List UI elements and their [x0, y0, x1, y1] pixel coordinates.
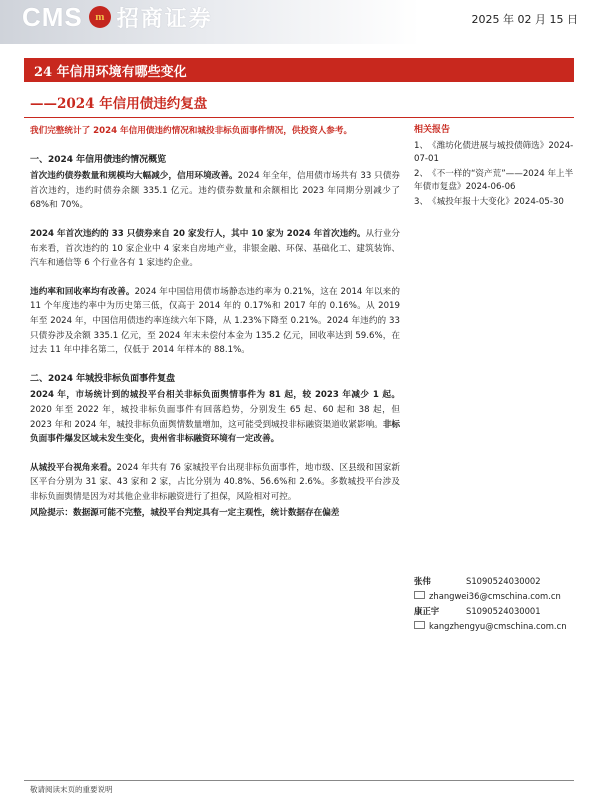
main-body: [30, 124, 400, 535]
analyst-info: [414, 574, 584, 634]
analyst-email-row[interactable]: [414, 589, 584, 604]
section1-para3: 违约率和回收率均有改善。2024 年中国信用债市场静态违约率为 0.21%，这在 2014 年以来的 11 个年度违约率中为历史第三低，仅高于 2014 年的 0.17%和 2017 年的 0.16%。从 2019 年至 2024 年，中国信用债违约率连续六年下降，从 1.23%下降至 0.21%。2024 年违约的 33 只债券涉及余额 335.1 亿元，至 2024 年末未偿付本金为 135.2 亿元，回收率达到 59.6%，在过去 11 年中排名第二，仅低于 2014 年样本的 88.1%。: [30, 286, 400, 356]
related-report-item[interactable]: 2、《不一样的“资产荒”——2024 年上半年债市复盘》2024-06-06: [414, 168, 574, 192]
analyst-cert: S1090524030001: [466, 606, 541, 616]
footer-divider: [24, 780, 574, 781]
analyst-email-row[interactable]: [414, 619, 584, 634]
logo-cn-text: 招商证券: [116, 6, 213, 32]
analyst-name: 康正宇: [414, 606, 440, 616]
section2-para2: 从城投平台视角来看。2024 年共有 76 家城投平台出现非标负面事件，地市级、区县级和国家新区平台分别为 31 家、43 家和 2 家，占比分别为 40.8%、56.6%和 2.6%。多数城投平台涉及非标负面舆情是因为对其他企业非标融资进行了担保，风险相对可控。: [30, 462, 400, 502]
section2-para1: 2024 年，市场统计到的城投平台相关非标负面舆情事件为 81 起，较 2023 年减少 1 起。2020 年至 2022 年，城投非标负面事件有回落趋势，分别发生 65 起、60 起和 38 起，但 2023 年和 2024 年，城投非标负面舆情数量增加，这可能受到城投非标融资渠道收紧影响。非标负面事件爆发区域未发生变化，贵州省非标融资环境有一定改善。: [30, 390, 400, 445]
section1-para2: 2024 年首次违约的 33 只债券来自 20 家发行人，其中 10 家为 2024 年首次违约。从行业分布来看，首次违约的 10 家企业中 4 家来自房地产业，非银金融、环保、基础化工、建筑装饰、汽车和通信等 6 个行业各有 1 家违约企业。: [30, 228, 400, 269]
logo-text: CMS: [22, 1, 83, 32]
risk-warning: 风险提示：数据源可能不完整，城投平台判定具有一定主观性，统计数据存在偏差: [30, 508, 340, 519]
section2-heading: 二、2024 年城投非标负面事件复盘: [30, 373, 176, 384]
report-header: [0, 0, 600, 44]
analyst-row: [414, 604, 584, 619]
analyst-cert: S1090524030002: [466, 576, 541, 586]
analyst-email[interactable]: kangzhengyu@cmschina.com.cn: [429, 621, 567, 631]
section1-heading: 一、2024 年信用债违约情况概览: [30, 154, 167, 165]
analyst-email[interactable]: zhangwei36@cmschina.com.cn: [429, 591, 561, 601]
report-title: 24 年信用环境有哪些变化: [34, 64, 187, 80]
title-divider: [24, 117, 574, 118]
footer-note: 敬请阅读末页的重要说明: [30, 785, 113, 794]
report-subtitle: ——2024 年信用债违约复盘: [30, 96, 208, 112]
analyst-name: 张伟: [414, 576, 431, 586]
title-banner: [24, 58, 574, 82]
cms-logo: [22, 0, 213, 37]
logo-mark-icon: m: [89, 6, 111, 28]
intro-summary: 我们完整统计了 2024 年信用债违约情况和城投非标负面事件情况，供投资人参考。: [30, 126, 353, 136]
related-reports-title: 相关报告: [414, 125, 451, 135]
analyst-row: [414, 574, 584, 589]
mail-icon: [414, 621, 425, 629]
report-date: 2025 年 02 月 15 日: [471, 13, 578, 26]
mail-icon: [414, 591, 425, 599]
related-reports: [414, 124, 574, 210]
related-report-item[interactable]: 1、《潍坊化债进展与城投债筛选》2024-07-01: [414, 140, 574, 164]
section1-para1: 首次违约债券数量和规模均大幅减少，信用环境改善。2024 年全年，信用债市场共有 33 只债券首次违约，违约时债券余额 335.1 亿元。违约债券数量和余额相比 2023 年同期分别减少了 68%和 70%。: [30, 171, 400, 211]
related-report-item[interactable]: 3、《城投年报十大变化》2024-05-30: [414, 196, 564, 207]
